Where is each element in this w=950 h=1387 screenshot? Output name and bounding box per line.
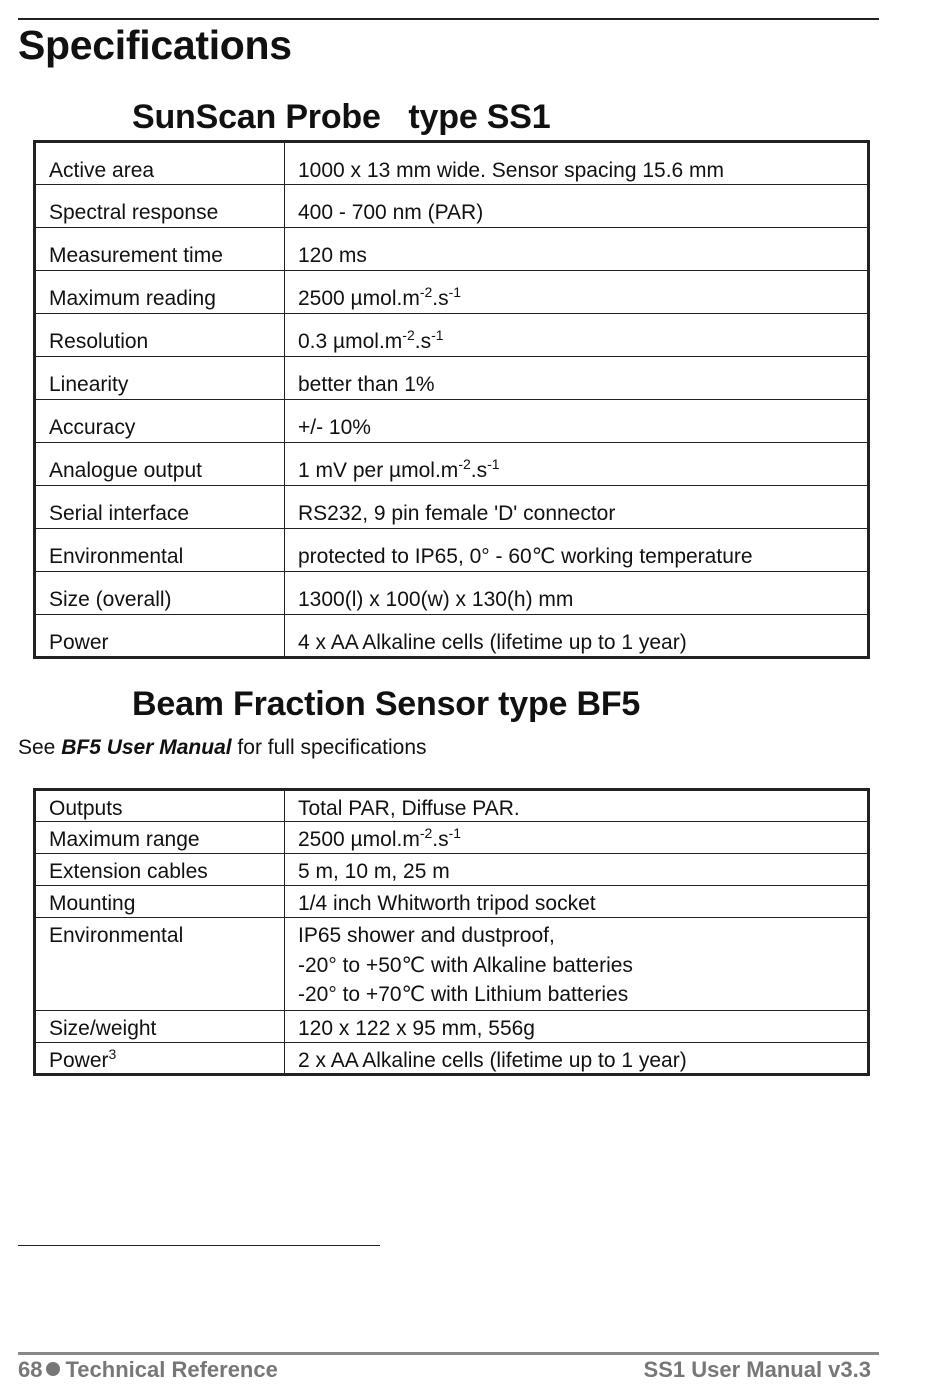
footnote-marker: 3 bbox=[108, 1045, 117, 1062]
table-row bbox=[35, 142, 869, 185]
spec-value: 5 m, 10 m, 25 m bbox=[285, 854, 869, 886]
spec-value: IP65 shower and dustproof, -20° to +50℃ with Alkaline batteries -20° to +70℃ with Lithium batteries bbox=[285, 918, 869, 1011]
spec-value: Total PAR, Diffuse PAR. bbox=[285, 790, 869, 822]
spec-value: RS232, 9 pin female 'D' connector bbox=[285, 486, 869, 529]
table-row bbox=[35, 185, 869, 228]
table-row bbox=[35, 529, 869, 572]
spec-label: Extension cables bbox=[35, 854, 285, 886]
spec-value: 120 x 122 x 95 mm, 556g bbox=[285, 1010, 869, 1042]
table-row bbox=[35, 615, 869, 658]
footnote-rule bbox=[18, 1245, 380, 1246]
table-row bbox=[35, 357, 869, 400]
spec-value: 2500 $\mu mol.m^{-2}.s^{-1}$ bbox=[285, 822, 869, 854]
bf5-manual-reference: See BF5 User Manual for full specifications bbox=[18, 736, 427, 759]
table-row bbox=[35, 1042, 869, 1074]
bf5-heading: Beam Fraction Sensor type BF5 bbox=[132, 685, 641, 723]
spec-label: Maximum reading bbox=[35, 271, 285, 314]
table-row bbox=[35, 918, 869, 1011]
footer-rule bbox=[18, 1352, 879, 1355]
table-row bbox=[35, 314, 869, 357]
table-row bbox=[35, 822, 869, 854]
spec-value: 4 x AA Alkaline cells (lifetime up to 1 year) bbox=[285, 615, 869, 658]
ss1-heading: SunScan Probe type SS1 bbox=[132, 98, 551, 136]
spec-label: Mounting bbox=[35, 886, 285, 918]
bf5-spec-table bbox=[33, 788, 870, 1076]
spec-label: Analogue output bbox=[35, 443, 285, 486]
spec-label: Size/weight bbox=[35, 1010, 285, 1042]
spec-value: 1/4 inch Whitworth tripod socket bbox=[285, 886, 869, 918]
table-row bbox=[35, 854, 869, 886]
page-number: 68 bbox=[18, 1357, 43, 1382]
table-row bbox=[35, 886, 869, 918]
spec-label: Accuracy bbox=[35, 400, 285, 443]
spec-value: 1300(l) x 100(w) x 130(h) mm bbox=[285, 572, 869, 615]
ss1-spec-table bbox=[33, 140, 870, 659]
section-name: Technical Reference bbox=[65, 1357, 278, 1382]
spec-value: 2500 $\mu mol.m^{-2}.s^{-1}$ bbox=[285, 271, 869, 314]
spec-value: better than 1% bbox=[285, 357, 869, 400]
spec-value: 0.3 $\mu mol.m^{-2}.s^{-1}$ bbox=[285, 314, 869, 357]
table-row bbox=[35, 1010, 869, 1042]
table-row bbox=[35, 443, 869, 486]
bullet-icon bbox=[46, 1362, 60, 1376]
table-row bbox=[35, 228, 869, 271]
spec-value: 1 mV per $\mu mol.m^{-2}.s^{-1}$ bbox=[285, 443, 869, 486]
spec-label: Serial interface bbox=[35, 486, 285, 529]
table-row bbox=[35, 400, 869, 443]
spec-value: protected to IP65, 0° - 60℃ working temperature bbox=[285, 529, 869, 572]
spec-label: Active area bbox=[35, 142, 285, 185]
spec-label: Outputs bbox=[35, 790, 285, 822]
spec-label: Maximum range bbox=[35, 822, 285, 854]
footer-manual-title: SS1 User Manual v3.3 bbox=[643, 1357, 871, 1382]
table-row bbox=[35, 572, 869, 615]
spec-label: Power bbox=[35, 615, 285, 658]
spec-label: Resolution bbox=[35, 314, 285, 357]
spec-label: Spectral response bbox=[35, 185, 285, 228]
spec-label: Environmental bbox=[35, 918, 285, 1011]
spec-label: Power$^3$ bbox=[35, 1042, 285, 1074]
spec-value: 400 - 700 nm (PAR) bbox=[285, 185, 869, 228]
spec-value: +/- 10% bbox=[285, 400, 869, 443]
spec-label: Linearity bbox=[35, 357, 285, 400]
spec-value: 1000 x 13 mm wide. Sensor spacing 15.6 mm bbox=[285, 142, 869, 185]
footer-page-info bbox=[18, 1357, 278, 1383]
spec-label: Measurement time bbox=[35, 228, 285, 271]
top-rule bbox=[18, 18, 879, 20]
table-row bbox=[35, 271, 869, 314]
spec-value: 2 x AA Alkaline cells (lifetime up to 1 year) bbox=[285, 1042, 869, 1074]
spec-label: Size (overall) bbox=[35, 572, 285, 615]
page-title: Specifications bbox=[18, 22, 292, 68]
bf5-manual-title: BF5 User Manual bbox=[61, 736, 232, 759]
table-row bbox=[35, 790, 869, 822]
spec-label: Environmental bbox=[35, 529, 285, 572]
table-row bbox=[35, 486, 869, 529]
spec-value: 120 ms bbox=[285, 228, 869, 271]
